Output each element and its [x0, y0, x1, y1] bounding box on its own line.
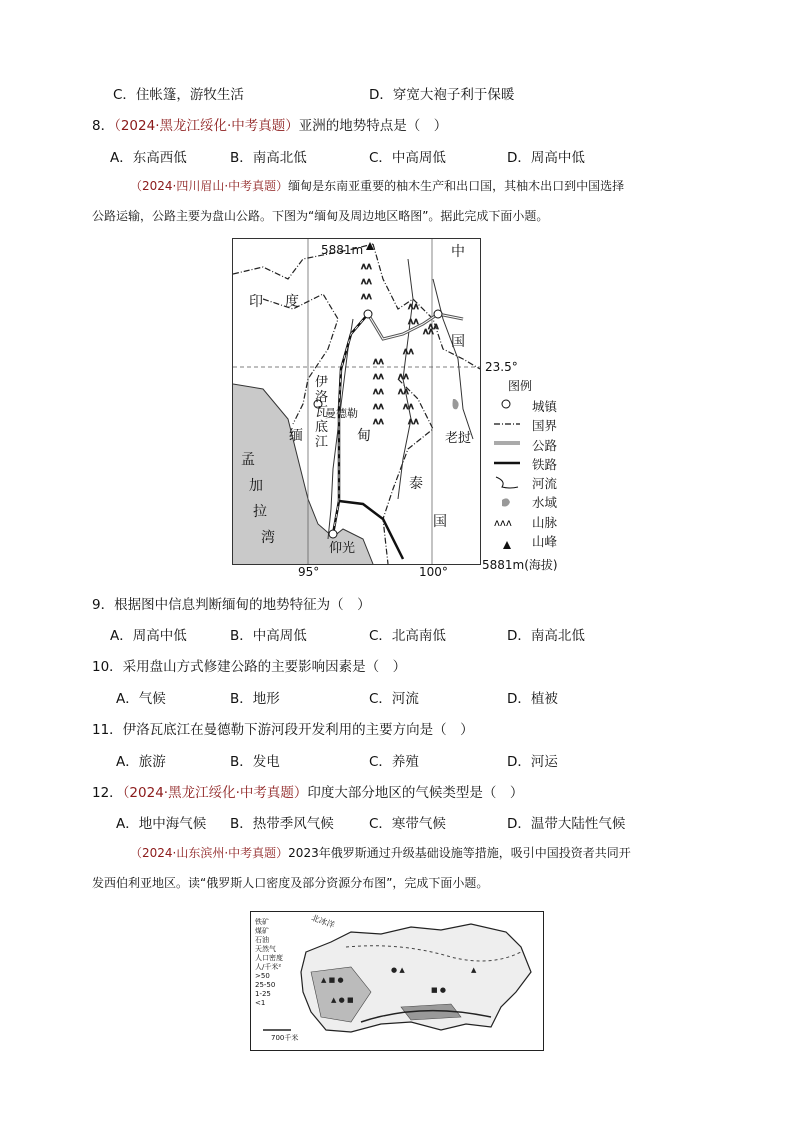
q10-option-a: A．气候	[116, 691, 166, 707]
svg-text:ʌʌ: ʌʌ	[361, 277, 372, 287]
question-12: 12．（2024·黑龙江绥化·中考真题）印度大部分地区的气候类型是（ ）	[92, 785, 524, 801]
label-arctic: 北冰洋	[310, 913, 336, 930]
peak-label: 5881m	[321, 243, 364, 257]
label-thailand-1: 泰	[409, 476, 423, 492]
svg-text:▲ ● ■: ▲ ● ■	[331, 996, 354, 1004]
q12-option-c: C．寒带气候	[369, 816, 446, 832]
label-irrawaddy: 伊洛瓦底江	[315, 375, 329, 450]
label-india: 印度	[249, 294, 321, 310]
q10-option-c: C．河流	[369, 691, 419, 707]
map2-legend: 铁矿 煤矿 石油 天然气 人口密度 人/千米² >50 25-50 1-25 <1	[255, 918, 283, 1007]
q8-option-b: B．南高北低	[230, 150, 307, 166]
q7-option-d: D．穿宽大袍子利于保暖	[369, 87, 515, 103]
svg-text:■ ●: ■ ●	[431, 986, 446, 994]
svg-text:ʌʌ: ʌʌ	[428, 322, 439, 332]
q7-option-c: C．住帐篷，游牧生活	[113, 87, 244, 103]
map2-scale: 700千米	[271, 1034, 299, 1042]
q12-option-b: B．热带季风气候	[230, 816, 334, 832]
svg-text:ʌʌ: ʌʌ	[408, 317, 419, 327]
label-myanmar-2: 甸	[357, 428, 371, 444]
question-8	[92, 114, 447, 134]
q8-option-d: D．周高中低	[507, 150, 585, 166]
group-intro-line1: （2024·四川眉山·中考真题）缅甸是东南亚重要的柚木生产和出口国，其柚木出口到中国选择	[130, 179, 625, 193]
question-10: 10．采用盘山方式修建公路的主要影响因素是（ ）	[92, 659, 407, 675]
group-source: （2024·四川眉山·中考真题）	[130, 179, 289, 193]
svg-text:ʌʌ: ʌʌ	[373, 417, 384, 427]
label-laos: 老挝	[445, 431, 472, 446]
label-myanmar-1: 缅	[289, 428, 303, 444]
group2-intro-line1: （2024·山东滨州·中考真题）2023年俄罗斯通过升级基础设施等措施，吸引中国投资者共同开	[130, 846, 631, 860]
svg-text:ʌʌ: ʌʌ	[408, 417, 419, 427]
svg-text:ʌʌ: ʌʌ	[408, 302, 419, 312]
svg-text:ʌʌ: ʌʌ	[403, 402, 414, 412]
question-stem: 亚洲的地势特点是（ ）	[298, 118, 448, 134]
q11-option-a: A．旅游	[116, 754, 166, 770]
svg-text:▲ ■ ●: ▲ ■ ●	[321, 976, 344, 984]
q8-option-c: C．中高周低	[369, 150, 446, 166]
svg-text:ʌʌ: ʌʌ	[373, 387, 384, 397]
question-source: （2024·黑龙江绥化·中考真题）	[114, 118, 299, 134]
legend-peak-note: 5881m(海拔)	[482, 558, 558, 572]
svg-text:● ▲: ● ▲	[391, 966, 405, 974]
question-9: 9．根据图中信息判断缅甸的地势特征为（ ）	[92, 597, 371, 613]
group2-intro-line2: 发西伯利亚地区。读“俄罗斯人口密度及部分资源分布图”，完成下面小题。	[92, 876, 489, 890]
q9-option-d: D．南高北低	[507, 628, 585, 644]
legend-symbols	[488, 395, 528, 555]
russia-map	[250, 911, 544, 1051]
q8-option-a: A．东高西低	[110, 150, 187, 166]
label-lat-23-5: 23.5°	[485, 360, 518, 374]
svg-text:ʌʌʌ: ʌʌʌ	[494, 518, 512, 529]
svg-text:▲: ▲	[471, 966, 477, 974]
svg-text:ʌʌ: ʌʌ	[398, 372, 409, 382]
svg-text:ʌʌ: ʌʌ	[373, 372, 384, 382]
label-bay-of-bengal: 孟 加 拉 湾	[241, 452, 275, 546]
label-china-1: 中	[451, 244, 465, 260]
label-thailand-2: 国	[433, 514, 447, 530]
svg-text:ʌʌ: ʌʌ	[403, 347, 414, 357]
q12-option-d: D．温带大陆性气候	[507, 816, 626, 832]
legend-title: 图例	[508, 379, 533, 393]
q12-option-a: A．地中海气候	[116, 816, 207, 832]
label-lon-95: 95°	[298, 565, 320, 579]
q9-option-b: B．中高周低	[230, 628, 307, 644]
myanmar-map	[232, 238, 481, 565]
label-china-2: 国	[451, 334, 465, 350]
q11-option-b: B．发电	[230, 754, 280, 770]
question-number: 8．	[92, 118, 115, 134]
group-intro-line2: 公路运输，公路主要为盘山公路。下图为“缅甸及周边地区略图”。据此完成下面小题。	[92, 209, 549, 223]
svg-text:ʌʌ: ʌʌ	[398, 387, 409, 397]
svg-text:ʌʌ: ʌʌ	[423, 327, 434, 337]
legend-labels: 城镇 国界 公路 铁路 河流 水域 山脉 山峰	[532, 399, 558, 550]
label-yangon: 仰光	[329, 541, 356, 556]
svg-text:ʌʌ: ʌʌ	[373, 357, 384, 367]
q10-option-b: B．地形	[230, 691, 280, 707]
svg-text:ʌʌ: ʌʌ	[373, 402, 384, 412]
q9-option-c: C．北高南低	[369, 628, 446, 644]
question-source: （2024·黑龙江绥化·中考真题）	[122, 785, 308, 801]
label-mandalay: 曼德勒	[325, 407, 358, 420]
q10-option-d: D．植被	[507, 691, 558, 707]
q11-option-d: D．河运	[507, 754, 558, 770]
svg-text:ʌʌ: ʌʌ	[361, 262, 372, 272]
group-source: （2024·山东滨州·中考真题）	[130, 846, 289, 860]
q9-option-a: A．周高中低	[110, 628, 187, 644]
svg-text:ʌʌ: ʌʌ	[361, 292, 372, 302]
label-lon-100: 100°	[419, 565, 448, 579]
question-11: 11．伊洛瓦底江在曼德勒下游河段开发利用的主要方向是（ ）	[92, 722, 474, 738]
q11-option-c: C．养殖	[369, 754, 419, 770]
